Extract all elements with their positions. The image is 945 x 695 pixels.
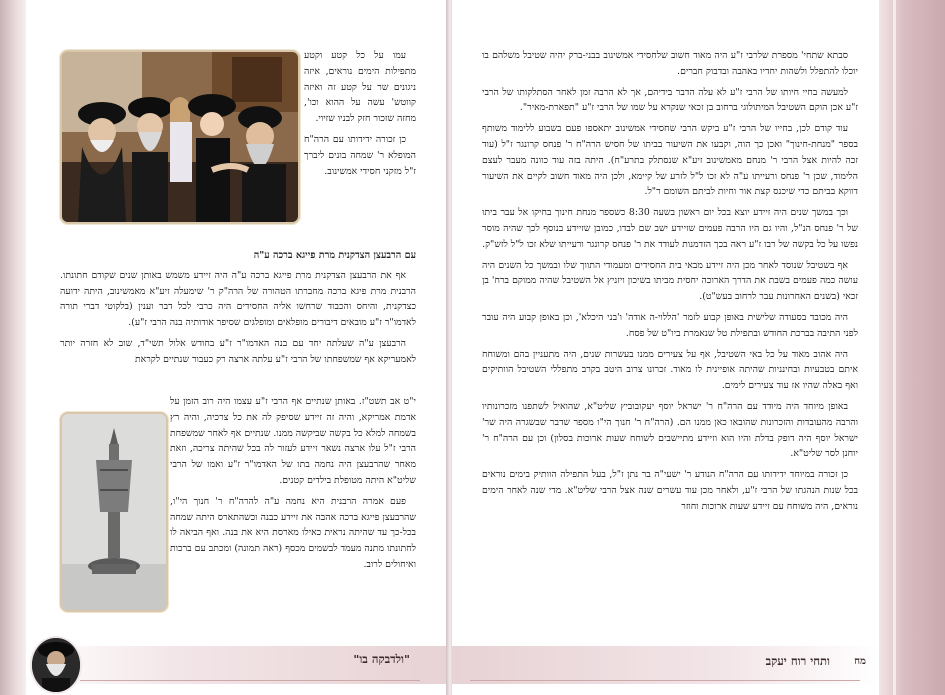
left-beside-paragraph: י"ט אב תשט"ז. באותן שנתיים אף הרבי ז"ע עצמו היה רוב הזמן על אדמת אמריקא, והיה זה זיידע שסיפק לה את כל צרכיה, והיה רץ בשמחה למלא כל בקשה שביקשה ממנו. שנתיים אף לאחר שמשפחת הרבי ז"ל עלו ארצה נשאר זיידע לעזור לה בכל שהיתה צריכה, וזאת מאחר שהרבעצן היה נחמה בתו של האדמו"ר ז"ע ואמו של הרבי שליט"א היתה מטופלת בילדים קטנים. <box>170 396 416 486</box>
right-paragraph: היה אהוב מאוד על כל באי השטיבל, אף על צעירים ממנו בעשרות שנים, היה מתעניין בהם ומשוחח איתם בטבעיות ובחינניות שהיתה אופיינית לו מאוד. זכרונו צרוב היטב בקרב מתפללי השטיבל הוותיקים ואף באלה שהיו אז עוד צעירים לימים. <box>482 348 858 392</box>
right-paragraph: סבתא שתחי' מספרת שלרבי ז"ע היה מאוד חשוב שלחסידי אמשינוב בבני-ברק יהיה שטיבל משלהם בו יוכלו להתפלל ולשהות יחדיו באהבה ובדבוק חברים. <box>482 50 858 77</box>
right-footer-rule <box>470 680 860 681</box>
left-footer-rule <box>80 680 420 681</box>
family-photo-illustration <box>62 52 298 222</box>
left-top-paragraph: עמו על כל קטע וקטע מתפילות הימים נוראים, איזה ניגונים שר על קטע זה ואיזה קווטש' עשה על ההוא וכו', מחזה שזכור חזק לבניו שזיוי. <box>304 50 416 125</box>
left-beside-dreidel-text <box>170 394 416 578</box>
left-beside-paragraph: פעם אמרה הרבנית היא נחמה ע"ה להרה"ח ר' חנוך הי"ו, שהרבעצן פייגא ברכה אהבה את זיידע כבנה וכשהתארס היתה שמחה בכל-כך עד שהיתה נראית כאילו מארסת היא את בנה. ואף הביאה לו לחתונתו מתנה מעמד לבשמים מכסף (ראה תמונה) ומכתב עם ברכות ואיחולים לרוב. <box>170 495 416 570</box>
spice-tower-illustration <box>62 414 166 610</box>
right-paragraph: באופן מיוחד היה מיודד עם הרה"ח ר' ישראל יוסף יעקובוביץ שליט"א, שהואיל לשתפנו מזכרונותיו והרבה מהעובדות והזכרונות שהובאו כאן ממנו הם. (הרה"ח ר' חנוך הי"ו מספר שדבר שבשגרה היה שר' ישראל יוסף היה דופק בדלת והיו הוא וזיידע מתיישבים לשוחח שעות ארוכות בסלון) וכן עם הרה"ח ר' יוחנן לסר שליט"א. <box>482 400 858 460</box>
left-top-paragraph: כן זכורה ידידותו עם הרה"ח המופלא ר' שמחה בונים ליברך ז"ל מזקני חסידי אמשינוב. <box>304 133 416 177</box>
right-text <box>482 48 858 515</box>
family-photo <box>60 50 300 224</box>
left-top-text <box>304 48 416 184</box>
right-paragraph: למעשה בחיי חיותו של הרבי ז"ע לא עלה הדבר בידיהם, אך לא הרבה זמן לאחר הסתלקותו של הרבי ז"ע אכן הוקם השטיבל המיתולוגי ברחוב בן זכאי שנקרא על שמו של הרבי ז"ע "תפארת-מאיר". <box>482 86 858 114</box>
portrait-icon <box>32 638 80 692</box>
right-paragraph: אף בשטיבל שנוסד לאחר מכן היה זיידע מבאי בית החסידים ומעמודי התווך שלו ובמשך כל השנים היה עושה כמה פעמים בשבת את הדרך הארוכה יחסית מביתו בשיכון ויזניץ אל השטיבל שהיה ממוקם ברח' בן זכאי (בשנים האחרונות עבר לרחוב בעש"ט). <box>482 259 858 303</box>
left-footer-title: "ולדבקה בו" <box>353 652 410 666</box>
right-paragraph: וכך במשך שנים היה זיידע יוצא בכל יום ראשון בשעה 8:30 כשספר מנחת חינוך בחיקו אל עבר ביתו של ר' פנחס הנ"ל, והיו גם היו הרבה פעמים שזיידע ישב שם לבדו, כמובן שזיידע בנוסף לכך שהיה מוסר נפשו על כל בקשה של רבו ז"ע ראה בכך הזדמנות לעודד את ר' פנחס קרונגר ורעייתו שלא זכו ל"ל לזש"ק. <box>482 207 858 250</box>
right-paragraph: היה מכובד בסעודה שלישית באופן קבוע לזמר 'הללוי-ה אודה' ו'בני היכלא', וכן באופן קבוע היה עובר לפני התיבה בברכת החודש ובתפילת טל שנאמרת ביו"ט של פסח. <box>482 311 858 339</box>
spice-tower-photo <box>60 412 168 612</box>
right-paragraph: עוד קודם לכן, בחייו של הרבי ז"ע ביקש הרבי שחסידי אמשינוב יתאספו פעם בשבוע ללימוד משותף בספר "מנחת-חינוך" ואכן כך הוה, וקבעו את השיעור בביתו של חסיש הרה"ח ר' פנחס קרונגר ז"ל (עוד זכה להיות אצל הרבי ר' מנחם מאמשינוב זיע"א שנסתלק בתרע"ח). היתה בזה עוד כוונה מעבר לעצם הלימוד, שכן ר' פנחס ורעייתו ע"ה לא זכו ל"ל לזרע של קיימא, ולכן היה מאוד חשוב לקיים את השיעור דווקא בביתם כדי שיכנס קצת אור וחיות לביתם השומם ר"ל. <box>482 123 858 198</box>
left-mid-text <box>60 246 416 368</box>
right-paragraph: כן זכורה במיוחד ידידותו עם הרה"ח הנודע ר' ישעי"ה בר נתן ז"ל, בעל התפילה הוותיק בימים נוראים בכל שנות הנהגתו של הרבי ז"ע, ולאחר מכן עוד עשרים שנה אצל הרבי שליט"א. מדי שנה לאחר הימים נוראים, היה משוחח עם זיידע שעות ארוכות וחוזר <box>482 469 858 512</box>
page-edge-right <box>879 0 945 695</box>
rabbi-portrait-avatar <box>30 636 82 694</box>
left-mid-paragraph: אף את הרבעצן הצדקנית מרת פייגא ברכה ע"ה היה זיידע משמש באותן שנים שקודם חתונתו. הרבנית מרת פיגא ברכה מחברתו הטהורה של הרה"ק ר' שימעלה זיע"א מאמשינוב, היתה ידועה כצדקנית, והיחס והכבוד שרחשו אליה החסידים היה כרבי לכל דבר וענין (בלקוטי דברי תורה לאדמו"ר ז"ע מובאים דיבורים מופלאים ומופלגים שסיפר אודותיה בנה הרבי ז"ע). <box>60 269 416 329</box>
section-heading: עם הרבעצן הצדקנית מרת פייגא ברכה ע"ה <box>253 250 416 261</box>
page-number: מח <box>854 656 866 667</box>
right-footer-title: ותחי רוח יעקב <box>765 654 830 668</box>
left-mid-paragraph: הרבעצן ע"ה שעלתה יחד עם בנה האדמו"ר ז"ע בחודש אלול תשי"ד, שוב לא חזרה יותר לאמעריקא אף שמשפחתו של הרבי ז"ע עלתה ארצה רק כעבור שנתיים לקראת <box>60 337 416 365</box>
page-edge-left <box>0 0 26 695</box>
